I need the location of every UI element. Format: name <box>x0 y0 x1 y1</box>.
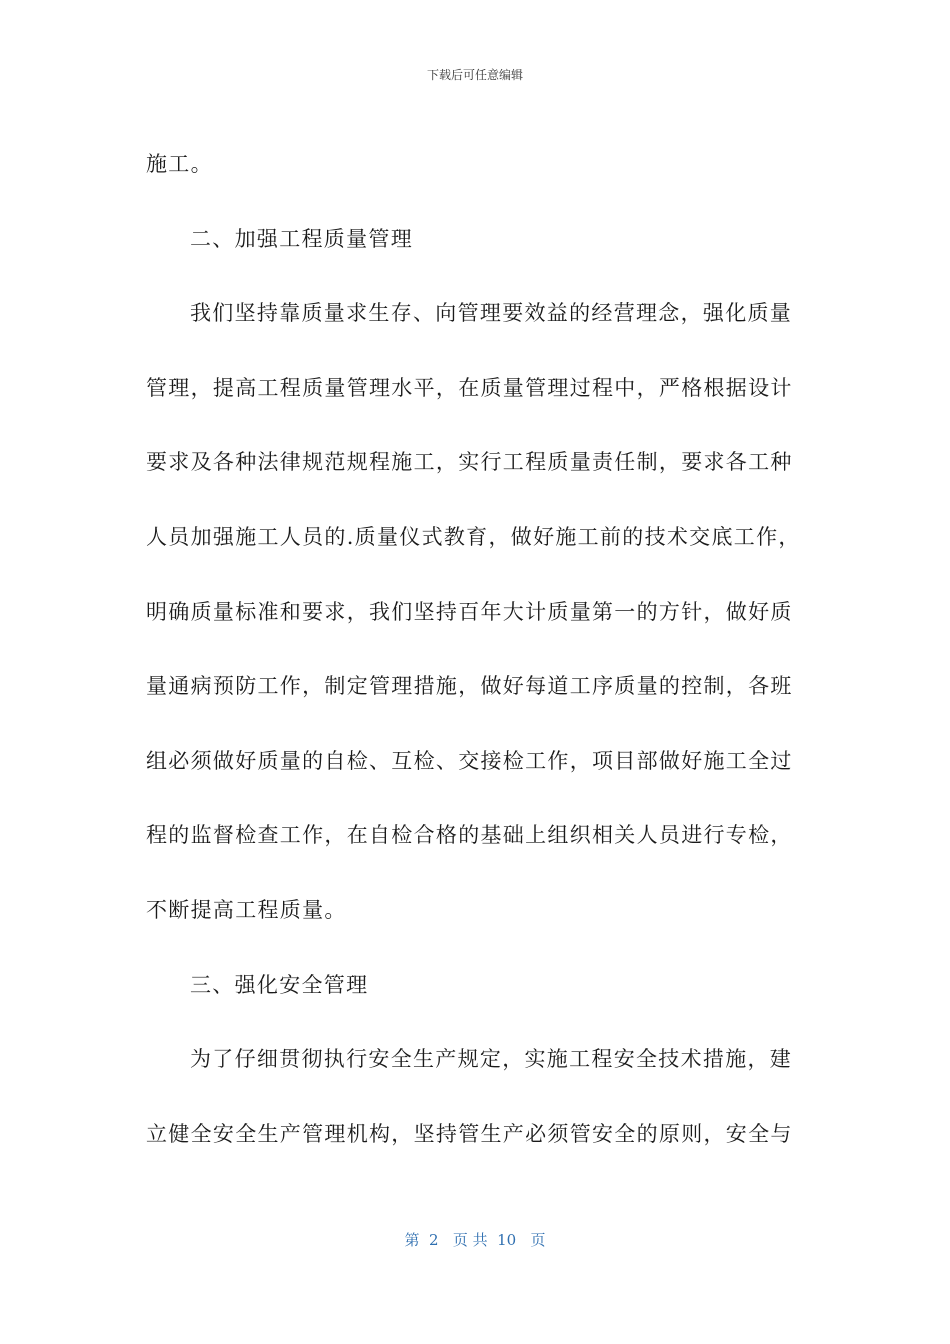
paragraph-line: 不断提高工程质量。 <box>146 897 347 922</box>
paragraph-line: 明确质量标准和要求，我们坚持百年大计质量第一的方针，做好质 <box>146 599 793 624</box>
page-header-note: 下载后可任意编辑 <box>426 68 523 82</box>
section-heading: 三、强化安全管理 <box>190 972 369 997</box>
page-number-footer: 第 2 页 共 10 页 <box>404 1231 546 1249</box>
paragraph-line: 人员加强施工人员的.质量仪式教育，做好施工前的技术交底工作， <box>146 524 801 549</box>
paragraph-line: 程的监督检查工作，在自检合格的基础上组织相关人员进行专检， <box>146 823 793 848</box>
paragraph-line: 管理，提高工程质量管理水平，在质量管理过程中，严格根据设计 <box>146 375 793 400</box>
paragraph-line: 施工。 <box>146 152 213 176</box>
paragraph-line: 为了仔细贯彻执行安全生产规定，实施工程安全技术措施，建 <box>190 1047 793 1072</box>
paragraph-line: 我们坚持靠质量求生存、向管理要效益的经营理念，强化质量 <box>190 301 793 326</box>
paragraph-line: 量通病预防工作，制定管理措施，做好每道工序质量的控制，各班 <box>146 674 793 699</box>
paragraph-line: 要求及各种法律规范规程施工，实行工程质量责任制，要求各工种 <box>146 450 793 475</box>
document-body <box>146 127 801 1171</box>
paragraph-line: 立健全安全生产管理机构，坚持管生产必须管安全的原则，安全与 <box>146 1121 793 1146</box>
paragraph-line: 组必须做好质量的自检、互检、交接检工作，项目部做好施工全过 <box>146 748 793 773</box>
section-heading: 二、加强工程质量管理 <box>190 226 413 251</box>
